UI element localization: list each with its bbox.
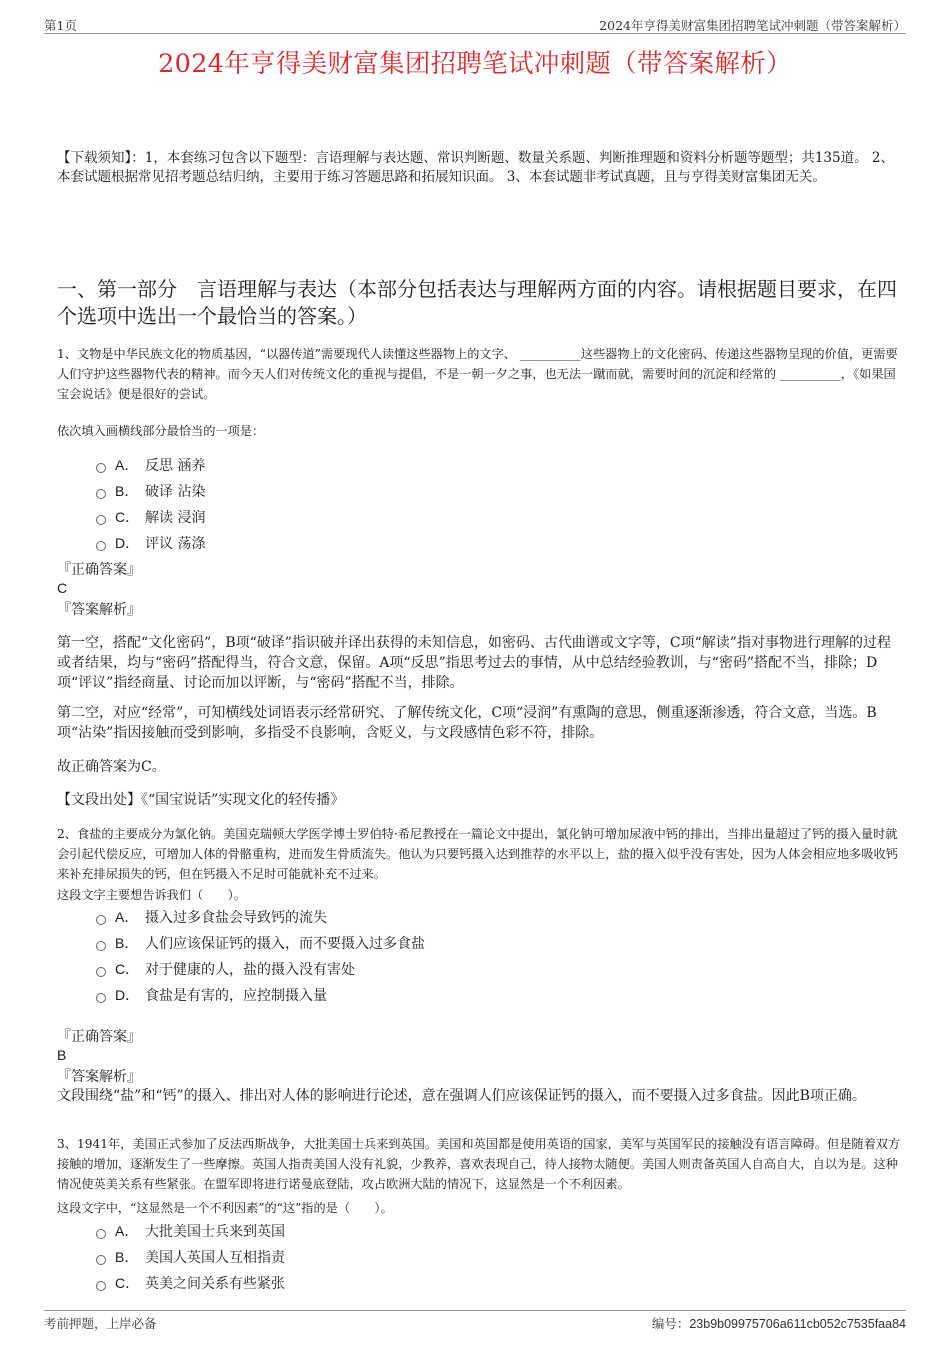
correct-answer: C xyxy=(57,580,68,596)
page-number: 第1页 xyxy=(44,18,77,33)
option-c[interactable]: C． 英美之间关系有些紧张 xyxy=(96,1270,285,1296)
footer-code xyxy=(652,1314,906,1332)
question-2-prompt: 这段文字主要想告诉我们（ ）。 xyxy=(57,888,246,902)
option-d[interactable]: D． 评议 荡涤 xyxy=(96,530,205,556)
radio-icon[interactable] xyxy=(96,515,106,525)
correct-answer-label: 『正确答案』 xyxy=(57,1029,141,1045)
question-1-stem: 1、文物是中华民族文化的物质基因，“以器传道”需要现代人读懂这些器物上的文字、 __________这些器物上的文化密码、传递这些器物呈现的价值，更需要人们守护这些器物代表的精神。而今天人们对传统文化的重视与提倡，不是一朝一夕之事，也无法一蹴而就，需要时间的沉淀和经常的 __________，《如果国宝会说话》便是很好的尝试。 xyxy=(57,347,898,401)
question-3-prompt: 这段文字中，“这显然是一个不利因素”的“这”指的是（ ）。 xyxy=(57,1201,393,1215)
option-b[interactable]: B． 人们应该保证钙的摄入，而不要摄入过多食盐 xyxy=(96,930,425,956)
question-3-stem: 3、1941年，美国正式参加了反法西斯战争，大批美国士兵来到英国。美国和英国都是使用英语的国家，美军与英国军民的接触没有语言障碍。但是随着双方接触的增加，逐渐发生了一些摩擦。英国人指责美国人没有礼貌，少教养，喜欢表现自己，待人接物太随便。美国人则责备英国人自高自大，自以为是。这种情况使英美关系有些紧张。在盟军即将进行诺曼底登陆，攻占欧洲大陆的情况下，这显然是一个不利因素。 xyxy=(57,1137,901,1191)
question-1-prompt: 依次填入画横线部分最恰当的一项是： xyxy=(57,424,265,438)
option-b[interactable]: B． 美国人英国人互相指责 xyxy=(96,1244,285,1270)
footer-code-value: 23b9b09975706a611cb052c7535faa84 xyxy=(689,1317,906,1331)
footer-slogan: 考前押题，上岸必备 xyxy=(44,1316,157,1331)
option-b[interactable]: B． 破译 沾染 xyxy=(96,478,205,504)
download-notice: 【下载须知】：1，本套练习包含以下题型：言语理解与表达题、常识判断题、数量关系题、判断推理题和资料分析题等题型；共135道。 2、本套试题根据常见招考题总结归纳，主要用于练习答题思路和拓展知识面。 3、本套试题非考试真题，且与亨得美财富集团无关。 xyxy=(57,150,894,185)
option-d[interactable]: D． 食盐是有害的，应控制摄入量 xyxy=(96,982,425,1008)
radio-icon[interactable] xyxy=(96,1281,106,1291)
radio-icon[interactable] xyxy=(96,993,106,1003)
header-divider xyxy=(44,33,906,34)
radio-icon[interactable] xyxy=(96,463,106,473)
correct-answer: B xyxy=(57,1047,67,1063)
radio-icon[interactable] xyxy=(96,1229,106,1239)
analysis-conclusion: 故正确答案为C。 xyxy=(57,759,166,775)
correct-answer-label: 『正确答案』 xyxy=(57,562,141,578)
radio-icon[interactable] xyxy=(96,1255,106,1265)
option-a[interactable]: A． 大批美国士兵来到英国 xyxy=(96,1218,285,1244)
radio-icon[interactable] xyxy=(96,489,106,499)
radio-icon[interactable] xyxy=(96,967,106,977)
analysis-paragraph-1: 第一空，搭配“文化密码”，B项“破译”指识破并译出获得的未知信息，如密码、古代曲谱或文字等，C项“解读”指对事物进行理解的过程或者结果，均与“密码”搭配得当，符合文意，保留。A项“反思”指思考过去的事情，从中总结经验教训，与“密码”搭配不当，排除；D项“评议”指经商量、讨论而加以评断，与“密码”搭配不当，排除。 xyxy=(57,635,891,691)
question-3-options xyxy=(96,1218,285,1296)
option-a[interactable]: A． 摄入过多食盐会导致钙的流失 xyxy=(96,904,425,930)
option-a[interactable]: A． 反思 涵养 xyxy=(96,452,205,478)
analysis-paragraph: 文段围绕“盐”和“钙”的摄入、排出对人体的影响进行论述，意在强调人们应该保证钙的摄入，而不要摄入过多食盐。因此B项正确。 xyxy=(57,1088,866,1104)
radio-icon[interactable] xyxy=(96,915,106,925)
question-2-stem: 2、食盐的主要成分为氯化钠。美国克瑞顿大学医学博士罗伯特·希尼教授在一篇论文中提出，氯化钠可增加尿液中钙的排出，当排出量超过了钙的摄入量时就会引起代偿反应，可增加人体的骨骼重构，进而发生骨质流失。他认为只要钙摄入达到推荐的水平以上，盐的摄入似乎没有害处，因为人体会相应地多吸收钙来补充排尿损失的钙，但在钙摄入不足时可能就补充不过来。 xyxy=(57,827,898,881)
footer-divider xyxy=(44,1310,906,1311)
page-title: 2024年亨得美财富集团招聘笔试冲刺题（带答案解析） xyxy=(158,49,792,79)
section-heading: 一、第一部分 言语理解与表达（本部分包括表达与理解两方面的内容。请根据题目要求，在四个选项中选出一个最恰当的答案。） xyxy=(57,277,897,328)
question-1-options xyxy=(96,452,205,556)
radio-icon[interactable] xyxy=(96,541,106,551)
analysis-paragraph-2: 第二空，对应“经常”，可知横线处词语表示经常研究、了解传统文化，C项“浸润”有熏陶的意思，侧重逐渐渗透，符合文意，当选。B项“沾染”指因接触而受到影响，多指受不良影响，含贬义，与文段感情色彩不符，排除。 xyxy=(57,705,877,741)
header-doc-title: 2024年亨得美财富集团招聘笔试冲刺题（带答案解析） xyxy=(599,18,906,33)
footer-code-label: 编号： xyxy=(651,1316,690,1331)
source-citation: 【文段出处】《“国宝说话”实现文化的轻传播》 xyxy=(57,792,345,808)
radio-icon[interactable] xyxy=(96,941,106,951)
question-2-options xyxy=(96,904,425,1008)
analysis-label: 『答案解析』 xyxy=(57,1069,141,1085)
option-c[interactable]: C． 解读 浸润 xyxy=(96,504,205,530)
option-c[interactable]: C． 对于健康的人，盐的摄入没有害处 xyxy=(96,956,425,982)
analysis-label: 『答案解析』 xyxy=(57,602,141,618)
